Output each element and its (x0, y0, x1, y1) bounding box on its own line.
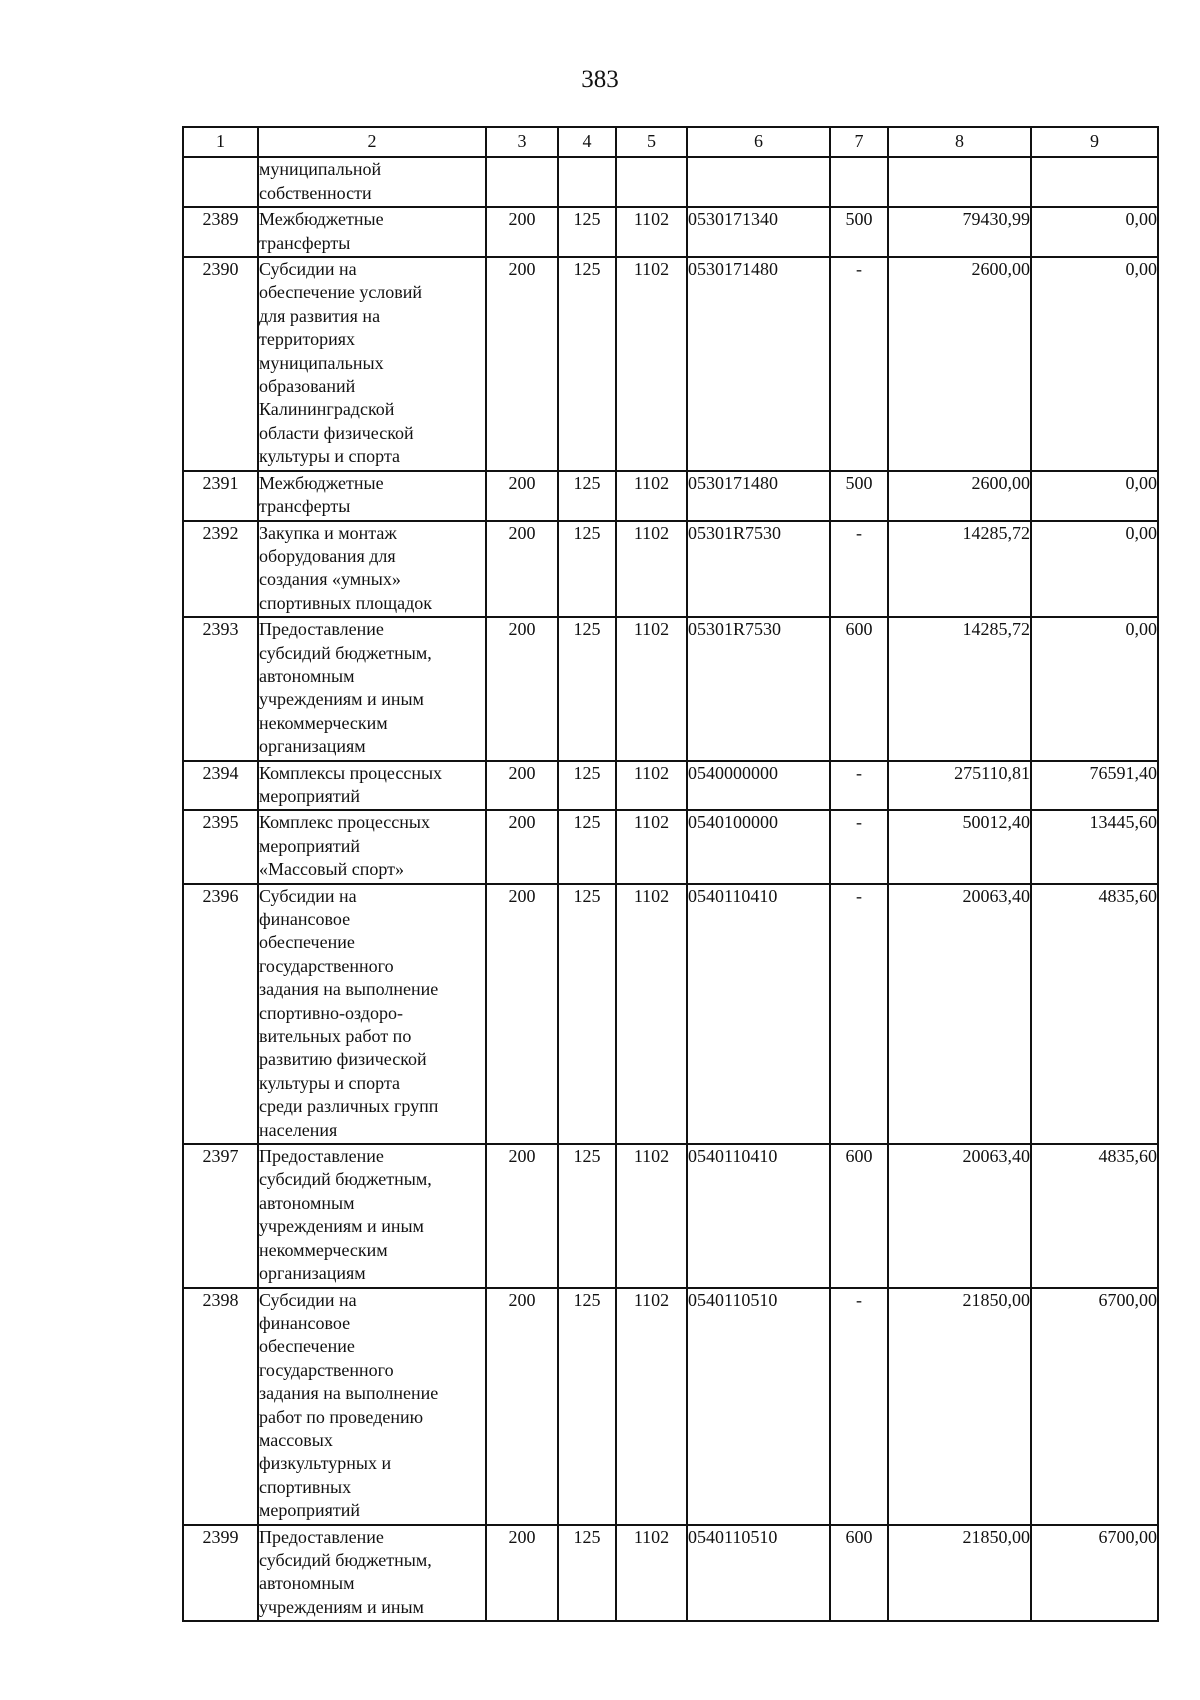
cell-col-8: 14285,72 (888, 521, 1031, 618)
description-line: Комплекс процессных (259, 812, 430, 833)
column-header: 5 (616, 127, 687, 157)
description-line: трансферты (259, 496, 351, 517)
cell-col-5: 1102 (616, 207, 687, 257)
cell-col-8: 275110,81 (888, 761, 1031, 811)
cell-col-9: 6700,00 (1031, 1525, 1158, 1622)
cell-col-7: 500 (830, 471, 888, 521)
cell-col-5: 1102 (616, 810, 687, 883)
row-number: 2399 (183, 1525, 258, 1622)
cell-col-7: - (830, 810, 888, 883)
header-row (183, 127, 1158, 157)
table-row (183, 207, 1158, 257)
description-line: Закупка и монтаж (259, 522, 397, 543)
cell-col-6 (687, 157, 830, 207)
table-row (183, 257, 1158, 471)
description-line: организациям (259, 736, 366, 757)
description-line: Межбюджетные (259, 472, 384, 493)
row-number: 2391 (183, 471, 258, 521)
row-number: 2397 (183, 1144, 258, 1287)
cell-col-3: 200 (486, 1525, 558, 1622)
cell-col-9: 4835,60 (1031, 1144, 1158, 1287)
description-line: автономным (259, 665, 355, 686)
cell-col-9 (1031, 157, 1158, 207)
cell-col-3 (486, 157, 558, 207)
description-line: культуры и спорта (259, 1072, 401, 1093)
column-header: 9 (1031, 127, 1158, 157)
description-line: учреждениям и иным (259, 1596, 424, 1617)
description-line: учреждениям и иным (259, 689, 424, 710)
description-line: некоммерческим (259, 1239, 388, 1260)
cell-col-4: 125 (558, 257, 616, 471)
cell-col-3: 200 (486, 810, 558, 883)
cell-col-6: 0540110410 (687, 1144, 830, 1287)
cell-col-8: 2600,00 (888, 257, 1031, 471)
row-description (258, 617, 486, 760)
description-line: обеспечение условий (259, 282, 423, 303)
row-description (258, 157, 486, 207)
row-number: 2393 (183, 617, 258, 760)
description-line: массовых (259, 1429, 333, 1450)
cell-col-8: 50012,40 (888, 810, 1031, 883)
cell-col-6: 0530171340 (687, 207, 830, 257)
page-number: 383 (581, 66, 619, 93)
description-line: Калининградской (259, 399, 395, 420)
description-line: трансферты (259, 232, 351, 253)
cell-col-3: 200 (486, 1288, 558, 1525)
cell-col-3: 200 (486, 761, 558, 811)
cell-col-4: 125 (558, 761, 616, 811)
row-description (258, 810, 486, 883)
description-line: населения (259, 1119, 338, 1140)
description-line: обеспечение (259, 932, 355, 953)
description-line: организациям (259, 1263, 366, 1284)
table-row (183, 1525, 1158, 1622)
table-row (183, 810, 1158, 883)
cell-col-4: 125 (558, 207, 616, 257)
cell-col-9: 13445,60 (1031, 810, 1158, 883)
column-header: 6 (687, 127, 830, 157)
row-description (258, 521, 486, 618)
description-line: задания на выполнение (259, 979, 439, 1000)
row-number: 2398 (183, 1288, 258, 1525)
table-row (183, 1288, 1158, 1525)
row-number: 2390 (183, 257, 258, 471)
row-description (258, 257, 486, 471)
table-row (183, 884, 1158, 1144)
cell-col-4: 125 (558, 617, 616, 760)
cell-col-3: 200 (486, 884, 558, 1144)
description-line: субсидий бюджетным, (259, 1169, 432, 1190)
cell-col-3: 200 (486, 471, 558, 521)
description-line: работ по проведению (259, 1406, 424, 1427)
cell-col-9: 76591,40 (1031, 761, 1158, 811)
cell-col-5: 1102 (616, 1525, 687, 1622)
description-line: муниципальных (259, 352, 384, 373)
description-line: некоммерческим (259, 712, 388, 733)
cell-col-5: 1102 (616, 257, 687, 471)
cell-col-8: 14285,72 (888, 617, 1031, 760)
row-description (258, 761, 486, 811)
cell-col-7 (830, 157, 888, 207)
description-line: спортивных (259, 1476, 352, 1497)
description-line: автономным (259, 1573, 355, 1594)
row-number: 2396 (183, 884, 258, 1144)
row-number: 2392 (183, 521, 258, 618)
cell-col-5: 1102 (616, 761, 687, 811)
row-description (258, 884, 486, 1144)
cell-col-7: 500 (830, 207, 888, 257)
description-line: обеспечение (259, 1336, 355, 1357)
cell-col-6: 0540000000 (687, 761, 830, 811)
cell-col-5: 1102 (616, 617, 687, 760)
cell-col-3: 200 (486, 617, 558, 760)
row-number (183, 157, 258, 207)
description-line: субсидий бюджетным, (259, 642, 432, 663)
cell-col-4: 125 (558, 1144, 616, 1287)
column-header: 7 (830, 127, 888, 157)
cell-col-6: 0530171480 (687, 471, 830, 521)
cell-col-7: - (830, 521, 888, 618)
cell-col-9: 4835,60 (1031, 884, 1158, 1144)
description-line: финансовое (259, 1312, 351, 1333)
description-line: развитию физической (259, 1049, 427, 1070)
cell-col-5: 1102 (616, 1144, 687, 1287)
cell-col-4: 125 (558, 1288, 616, 1525)
cell-col-6: 05301R7530 (687, 521, 830, 618)
cell-col-4: 125 (558, 521, 616, 618)
cell-col-9: 0,00 (1031, 521, 1158, 618)
description-line: спортивно-оздоро- (259, 1002, 403, 1023)
description-line: финансовое (259, 909, 351, 929)
table-row (183, 761, 1158, 811)
table-row (183, 471, 1158, 521)
cell-col-8: 21850,00 (888, 1525, 1031, 1622)
table-row (183, 1144, 1158, 1287)
cell-col-6: 05301R7530 (687, 617, 830, 760)
cell-col-4 (558, 157, 616, 207)
cell-col-6: 0540110510 (687, 1288, 830, 1525)
row-description (258, 471, 486, 521)
description-line: для развития на (259, 305, 381, 326)
cell-col-3: 200 (486, 207, 558, 257)
cell-col-5: 1102 (616, 521, 687, 618)
description-line: мероприятий (259, 785, 361, 806)
cell-col-4: 125 (558, 1525, 616, 1622)
description-line: муниципальной (259, 159, 382, 180)
description-line: мероприятий (259, 1500, 361, 1521)
column-header: 4 (558, 127, 616, 157)
cell-col-6: 0540110510 (687, 1525, 830, 1622)
cell-col-9: 0,00 (1031, 207, 1158, 257)
cell-col-3: 200 (486, 1144, 558, 1287)
description-line: субсидий бюджетным, (259, 1549, 432, 1570)
description-line: создания «умных» (259, 569, 401, 590)
cell-col-6: 0540110410 (687, 884, 830, 1144)
description-line: Субсидии на (259, 1289, 357, 1310)
description-line: задания на выполнение (259, 1383, 439, 1404)
cell-col-8 (888, 157, 1031, 207)
description-line: области физической (259, 422, 414, 443)
description-line: Межбюджетные (259, 209, 384, 230)
cell-col-9: 6700,00 (1031, 1288, 1158, 1525)
row-description (258, 1144, 486, 1287)
description-line: среди различных групп (259, 1096, 439, 1117)
cell-col-8: 20063,40 (888, 1144, 1031, 1287)
row-number: 2394 (183, 761, 258, 811)
cell-col-7: 600 (830, 617, 888, 760)
column-header: 3 (486, 127, 558, 157)
description-line: Субсидии на (259, 259, 357, 280)
cell-col-8: 2600,00 (888, 471, 1031, 521)
description-line: Субсидии на (259, 885, 357, 906)
description-line: культуры и спорта (259, 446, 401, 467)
cell-col-3: 200 (486, 257, 558, 471)
description-line: оборудования для (259, 545, 396, 566)
cell-col-7: - (830, 884, 888, 1144)
description-line: государственного (259, 955, 394, 976)
table-body (183, 157, 1158, 1621)
row-number: 2389 (183, 207, 258, 257)
table-row (183, 521, 1158, 618)
cell-col-9: 0,00 (1031, 471, 1158, 521)
cell-col-4: 125 (558, 471, 616, 521)
cell-col-8: 79430,99 (888, 207, 1031, 257)
cell-col-6: 0540100000 (687, 810, 830, 883)
row-description (258, 1525, 486, 1622)
description-line: государственного (259, 1359, 394, 1380)
description-line: Предоставление (259, 1146, 384, 1167)
cell-col-5: 1102 (616, 1288, 687, 1525)
description-line: автономным (259, 1192, 355, 1213)
description-line: Предоставление (259, 1526, 384, 1547)
description-line: учреждениям и иным (259, 1216, 424, 1237)
cell-col-8: 20063,40 (888, 884, 1031, 1144)
row-description (258, 1288, 486, 1525)
cell-col-4: 125 (558, 810, 616, 883)
cell-col-7: - (830, 257, 888, 471)
cell-col-3: 200 (486, 521, 558, 618)
table-row (183, 157, 1158, 207)
cell-col-9: 0,00 (1031, 617, 1158, 760)
column-header: 1 (183, 127, 258, 157)
cell-col-6: 0530171480 (687, 257, 830, 471)
description-line: образований (259, 376, 356, 397)
column-header: 8 (888, 127, 1031, 157)
description-line: мероприятий (259, 835, 361, 856)
budget-table (182, 126, 1159, 1622)
cell-col-5 (616, 157, 687, 207)
cell-col-7: 600 (830, 1525, 888, 1622)
cell-col-7: - (830, 761, 888, 811)
table-row (183, 617, 1158, 760)
cell-col-7: 600 (830, 1144, 888, 1287)
cell-col-9: 0,00 (1031, 257, 1158, 471)
row-number: 2395 (183, 810, 258, 883)
description-line: территориях (259, 329, 356, 350)
cell-col-7: - (830, 1288, 888, 1525)
cell-col-8: 21850,00 (888, 1288, 1031, 1525)
column-header: 2 (258, 127, 486, 157)
description-line: спортивных площадок (259, 592, 432, 613)
cell-col-4: 125 (558, 884, 616, 1144)
description-line: Комплексы процессных (259, 762, 443, 783)
description-line: вительных работ по (259, 1026, 412, 1047)
cell-col-5: 1102 (616, 884, 687, 1144)
row-description (258, 207, 486, 257)
description-line: «Массовый спорт» (259, 859, 404, 880)
description-line: физкультурных и (259, 1453, 392, 1474)
description-line: собственности (259, 182, 372, 203)
cell-col-5: 1102 (616, 471, 687, 521)
table-header (183, 127, 1158, 157)
description-line: Предоставление (259, 619, 384, 640)
